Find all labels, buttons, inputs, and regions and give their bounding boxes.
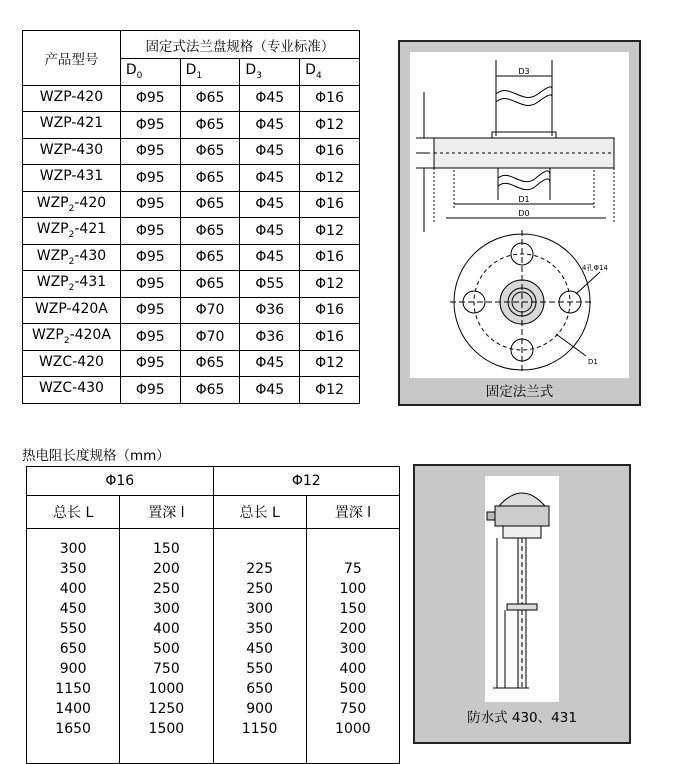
value-cell-d4: Φ16 [300,244,360,271]
value-cell-d0: Φ95 [120,377,180,404]
col-d1: $D_1$ [180,59,240,86]
model-cell: $WZP_2-431$ [23,271,121,298]
value-cell-d1: Φ65 [180,218,240,245]
value-cell-d1: Φ65 [180,350,240,377]
value-cell-d3: Φ45 [240,244,300,271]
label-d3: D3 [518,67,530,76]
model-cell: WZP-430 [23,138,121,165]
spec-row [23,191,360,218]
value-cell-d3: Φ45 [240,218,300,245]
model-cell: WZP-420 [23,85,121,112]
model-cell: $WZP_2-420$ [23,191,121,218]
phi12-depth-values: 75 100 150 200 300 400 500 750 1000 [306,529,399,764]
length-table-title: 热电阻长度规格（mm） [22,448,170,464]
value-cell-d0: Φ95 [120,297,180,324]
spec-row [23,244,360,271]
group-phi12: Φ12 [213,467,400,496]
value-cell-d4: Φ12 [300,350,360,377]
phi12-total-values: 225 250 300 350 450 550 650 900 1150 [213,529,306,764]
spec-row [23,112,360,139]
model-cell: $WZP_2-421$ [23,218,121,245]
label-d1: D1 [518,195,530,204]
model-cell: WZC-430 [23,377,121,404]
value-cell-d0: Φ95 [120,218,180,245]
model-header: 产品型号 [23,31,121,86]
spec-row [23,165,360,192]
value-cell-d1: Φ65 [180,244,240,271]
value-cell-d4: Φ12 [300,112,360,139]
value-cell-d1: Φ65 [180,112,240,139]
col-d4: $D_4$ [300,59,360,86]
flange-drawing [410,52,629,378]
spec-row [23,271,360,298]
waterproof-drawing [485,476,559,702]
model-cell: WZC-420 [23,350,121,377]
col-d0: $D_0$ [120,59,180,86]
value-cell-d3: Φ36 [240,297,300,324]
model-cell: WZP-420A [23,297,121,324]
value-cell-d1: Φ65 [180,85,240,112]
value-cell-d3: Φ45 [240,85,300,112]
group-phi16: Φ16 [27,467,214,496]
value-cell-d3: Φ45 [240,377,300,404]
group-header: 固定式法兰盘规格（专业标准） [120,31,359,59]
value-cell-d4: Φ16 [300,324,360,351]
spec-row [23,324,360,351]
spec-row [23,85,360,112]
value-cell-d1: Φ65 [180,191,240,218]
flange-caption: 固定法兰式 [485,384,554,400]
phi16-depth-values: 150 200 250 300 400 500 750 1000 1250 1500 [120,529,213,764]
spec-row [23,297,360,324]
model-cell: WZP-421 [23,112,121,139]
flange-drawing-svg [410,52,629,378]
value-cell-d3: Φ45 [240,138,300,165]
label-d0: D0 [518,209,530,218]
col-total-b: 总长 L [213,496,306,529]
value-cell-d4: Φ16 [300,191,360,218]
model-cell: $WZP_2-420A$ [23,324,121,351]
model-cell: $WZP_2-430$ [23,244,121,271]
waterproof-figure-panel [413,464,631,744]
col-depth-b: 置深 l [306,496,399,529]
phi16-total-values: 300 350 400 450 550 650 900 1150 1400 1650 [27,529,120,764]
value-cell-d1: Φ70 [180,324,240,351]
value-cell-d3: Φ45 [240,350,300,377]
value-cell-d0: Φ95 [120,244,180,271]
value-cell-d4: Φ12 [300,165,360,192]
spec-row [23,138,360,165]
col-depth-a: 置深 l [120,496,213,529]
spec-row [23,218,360,245]
value-cell-d4: Φ16 [300,138,360,165]
value-cell-d3: Φ45 [240,112,300,139]
col-total-a: 总长 L [27,496,120,529]
value-cell-d0: Φ95 [120,191,180,218]
waterproof-caption: 防水式 430、431 [467,710,577,726]
spec-row [23,377,360,404]
value-cell-d0: Φ95 [120,138,180,165]
col-d3: $D_3$ [240,59,300,86]
value-cell-d1: Φ65 [180,138,240,165]
value-cell-d0: Φ95 [120,85,180,112]
value-cell-d1: Φ70 [180,297,240,324]
flange-figure-panel [398,40,641,406]
value-cell-d4: Φ12 [300,271,360,298]
length-table [26,466,400,764]
value-cell-d3: Φ55 [240,271,300,298]
value-cell-d1: Φ65 [180,271,240,298]
waterproof-drawing-svg [485,476,559,702]
value-cell-d1: Φ65 [180,165,240,192]
value-cell-d3: Φ45 [240,165,300,192]
value-cell-d4: Φ16 [300,85,360,112]
model-cell: WZP-431 [23,165,121,192]
value-cell-d4: Φ12 [300,377,360,404]
value-cell-d0: Φ95 [120,165,180,192]
value-cell-d3: Φ36 [240,324,300,351]
value-cell-d0: Φ95 [120,112,180,139]
label-hole: 4孔Φ14 [582,264,608,272]
value-cell-d1: Φ65 [180,377,240,404]
value-cell-d4: Φ16 [300,297,360,324]
value-cell-d0: Φ95 [120,324,180,351]
label-d1-circle: D1 [588,358,598,366]
spec-row [23,350,360,377]
flange-spec-table [22,30,360,404]
value-cell-d0: Φ95 [120,271,180,298]
value-cell-d0: Φ95 [120,350,180,377]
value-cell-d3: Φ45 [240,191,300,218]
value-cell-d4: Φ12 [300,218,360,245]
